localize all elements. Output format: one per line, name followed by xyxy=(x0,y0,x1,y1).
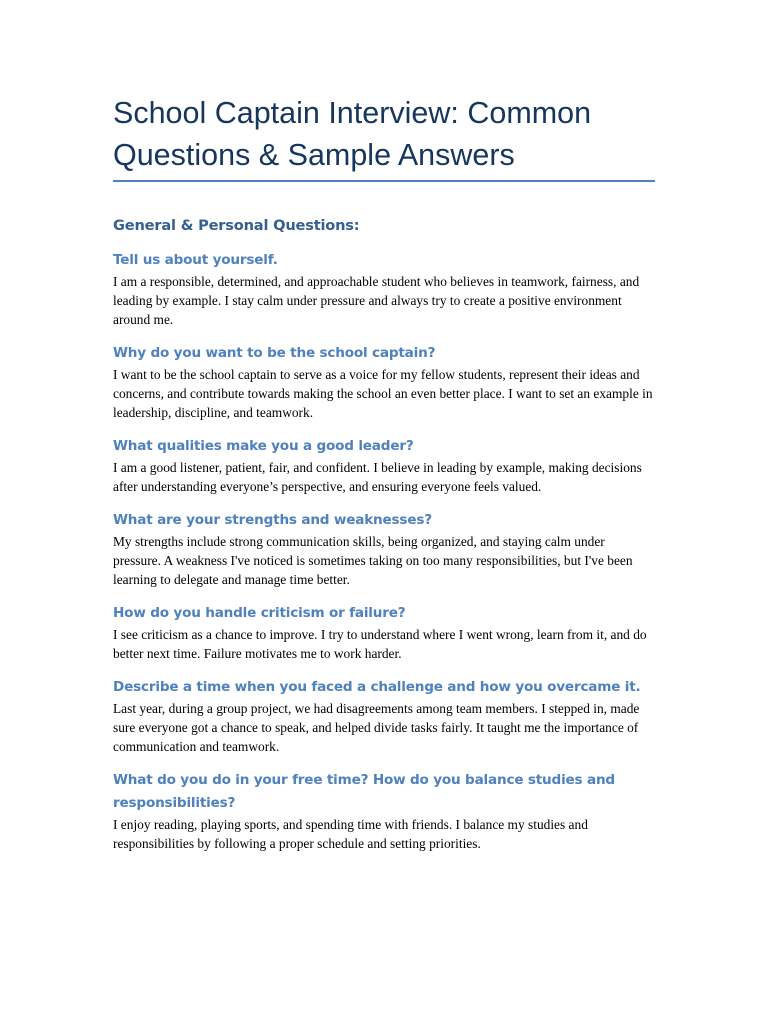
answer-text: I am a responsible, determined, and approachable student who believes in teamwork, fairness, and leading by example. I stay calm under pressure and always try to create a positive environment around me. xyxy=(113,274,640,327)
document-title: School Captain Interview: Common Questions & Sample Answers xyxy=(113,96,592,172)
answer-text: I enjoy reading, playing sports, and spending time with friends. I balance my studies and responsibilities by following a proper schedule and setting priorities. xyxy=(113,817,588,851)
qa-item xyxy=(113,602,655,663)
question-heading: Describe a time when you faced a challenge and how you overcame it. xyxy=(113,679,641,695)
qa-item xyxy=(113,676,655,756)
answer-text: I am a good listener, patient, fair, and confident. I believe in leading by example, making decisions after understanding everyone’s perspective, and ensuring everyone feels valued. xyxy=(113,460,642,494)
question-heading: Why do you want to be the school captain? xyxy=(113,345,436,361)
question-heading: What do you do in your free time? How do you balance studies and responsibilities? xyxy=(113,772,615,811)
document-page xyxy=(113,92,655,853)
answer-text: I want to be the school captain to serve as a voice for my fellow students, represent their ideas and concerns, and contribute towards making the school an even better place. I want to set an example in leadership, discipline, and teamwork. xyxy=(113,367,653,420)
section-heading: General & Personal Questions: xyxy=(113,217,360,234)
qa-item xyxy=(113,342,655,422)
qa-item xyxy=(113,249,655,329)
answer-text: Last year, during a group project, we had disagreements among team members. I stepped in, made sure everyone got a chance to speak, and helped divide tasks fairly. It taught me the importance of communication and teamwork. xyxy=(113,701,640,754)
qa-item xyxy=(113,769,655,853)
question-heading: How do you handle criticism or failure? xyxy=(113,605,406,621)
answer-text: I see criticism as a chance to improve. I try to understand where I went wrong, learn from it, and do better next time. Failure motivates me to work harder. xyxy=(113,627,647,661)
qa-item xyxy=(113,435,655,496)
answer-text: My strengths include strong communication skills, being organized, and staying calm under pressure. A weakness I've noticed is sometimes taking on too many responsibilities, but I've been learning to delegate and manage time better. xyxy=(113,534,633,587)
qa-item xyxy=(113,509,655,589)
question-heading: Tell us about yourself. xyxy=(113,252,278,268)
title-underline-rule xyxy=(113,180,655,182)
question-heading: What are your strengths and weaknesses? xyxy=(113,512,432,528)
question-heading: What qualities make you a good leader? xyxy=(113,438,414,454)
